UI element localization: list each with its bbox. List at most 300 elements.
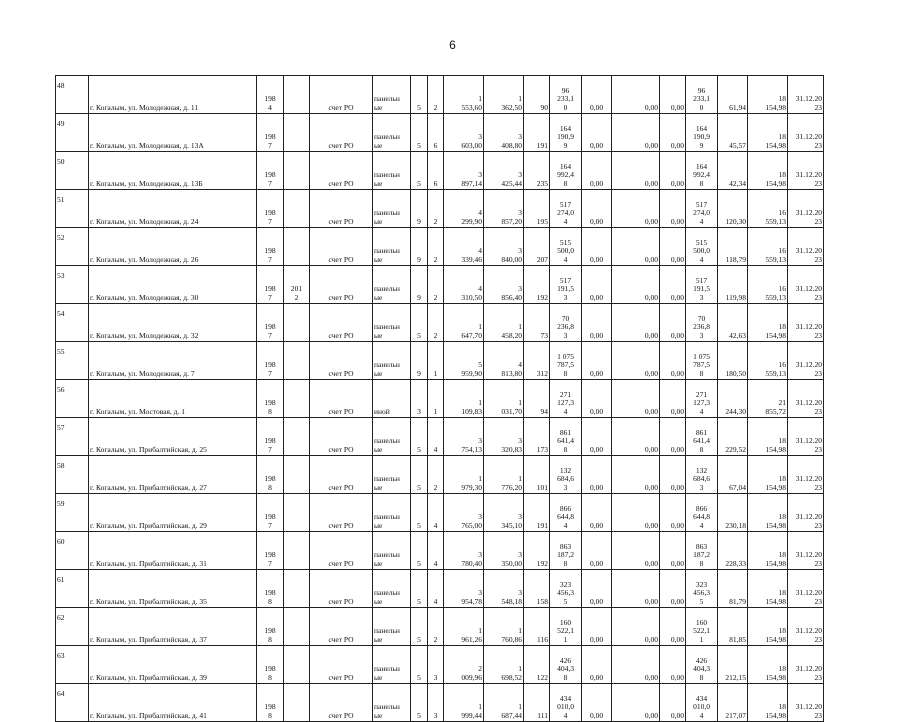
entrances-cell: 4 bbox=[428, 570, 444, 608]
floors-cell: 5 bbox=[411, 76, 428, 114]
cost-owner-cell: 271 127,3 4 bbox=[686, 380, 718, 418]
cost-other-cell: 0,00 bbox=[660, 76, 686, 114]
cost-other-cell: 0,00 bbox=[660, 114, 686, 152]
cost-total-cell: 132 684,6 3 bbox=[550, 456, 582, 494]
address-cell: г. Когалым, ул. Молодежная, д. 11 bbox=[89, 76, 257, 114]
limit-cost-cell: 18 154,98 bbox=[748, 532, 788, 570]
residents-cell: 195 bbox=[524, 190, 550, 228]
cost-total-cell: 323 456,3 5 bbox=[550, 570, 582, 608]
deadline-cell: 31.12.20 23 bbox=[788, 190, 824, 228]
cost-budget-cell: 0,00 bbox=[612, 152, 660, 190]
unit-cost-cell: 81,85 bbox=[718, 608, 748, 646]
cost-other-cell: 0,00 bbox=[660, 342, 686, 380]
cost-owner-cell: 517 274,0 4 bbox=[686, 190, 718, 228]
build-year-cell: 198 8 bbox=[257, 570, 284, 608]
limit-cost-cell: 18 154,98 bbox=[748, 684, 788, 722]
unit-cost-cell: 217,07 bbox=[718, 684, 748, 722]
cost-total-cell: 426 404,3 8 bbox=[550, 646, 582, 684]
cost-other-cell: 0,00 bbox=[660, 266, 686, 304]
cost-fund-cell: 0,00 bbox=[582, 418, 612, 456]
wall-material-cell: панельн ые bbox=[373, 456, 411, 494]
cost-fund-cell: 0,00 bbox=[582, 570, 612, 608]
cost-owner-cell: 164 190,9 9 bbox=[686, 114, 718, 152]
unit-cost-cell: 244,30 bbox=[718, 380, 748, 418]
unit-cost-cell: 212,15 bbox=[718, 646, 748, 684]
cost-total-cell: 1 075 787,5 8 bbox=[550, 342, 582, 380]
build-year-cell: 198 8 bbox=[257, 684, 284, 722]
cost-fund-cell: 0,00 bbox=[582, 266, 612, 304]
deadline-cell: 31.12.20 23 bbox=[788, 266, 824, 304]
deadline-cell: 31.12.20 23 bbox=[788, 342, 824, 380]
residents-cell: 122 bbox=[524, 646, 550, 684]
living-area-cell: 3 345,10 bbox=[484, 494, 524, 532]
limit-cost-cell: 18 154,98 bbox=[748, 570, 788, 608]
cost-fund-cell: 0,00 bbox=[582, 190, 612, 228]
cost-budget-cell: 0,00 bbox=[612, 456, 660, 494]
fund-method-cell: счет РО bbox=[310, 608, 373, 646]
fund-method-cell: счет РО bbox=[310, 304, 373, 342]
cost-fund-cell: 0,00 bbox=[582, 456, 612, 494]
build-year-cell: 198 7 bbox=[257, 152, 284, 190]
limit-cost-cell: 18 154,98 bbox=[748, 418, 788, 456]
total-area-cell: 3 954,78 bbox=[444, 570, 484, 608]
cost-other-cell: 0,00 bbox=[660, 418, 686, 456]
reconstruction-year-cell bbox=[284, 380, 310, 418]
build-year-cell: 198 7 bbox=[257, 342, 284, 380]
page-number: 6 bbox=[449, 38, 456, 52]
unit-cost-cell: 228,33 bbox=[718, 532, 748, 570]
living-area-cell: 1 687,44 bbox=[484, 684, 524, 722]
residents-cell: 111 bbox=[524, 684, 550, 722]
floors-cell: 5 bbox=[411, 418, 428, 456]
wall-material-cell: панельн ые bbox=[373, 684, 411, 722]
cost-fund-cell: 0,00 bbox=[582, 114, 612, 152]
cost-total-cell: 517 191,5 3 bbox=[550, 266, 582, 304]
residents-cell: 173 bbox=[524, 418, 550, 456]
build-year-cell: 198 7 bbox=[257, 266, 284, 304]
unit-cost-cell: 229,52 bbox=[718, 418, 748, 456]
fund-method-cell: счет РО bbox=[310, 76, 373, 114]
cost-fund-cell: 0,00 bbox=[582, 380, 612, 418]
cost-fund-cell: 0,00 bbox=[582, 494, 612, 532]
table-row bbox=[56, 570, 850, 608]
cost-owner-cell: 164 992,4 8 bbox=[686, 152, 718, 190]
row-number: 48 bbox=[56, 76, 89, 114]
floors-cell: 5 bbox=[411, 532, 428, 570]
limit-cost-cell: 18 154,98 bbox=[748, 646, 788, 684]
address-cell: г. Когалым, ул. Молодежная, д. 7 bbox=[89, 342, 257, 380]
floors-cell: 5 bbox=[411, 570, 428, 608]
entrances-cell: 3 bbox=[428, 646, 444, 684]
living-area-cell: 1 031,70 bbox=[484, 380, 524, 418]
wall-material-cell: иной bbox=[373, 380, 411, 418]
address-cell: г. Когалым, ул. Молодежная, д. 26 bbox=[89, 228, 257, 266]
row-number: 53 bbox=[56, 266, 89, 304]
floors-cell: 5 bbox=[411, 494, 428, 532]
cost-budget-cell: 0,00 bbox=[612, 228, 660, 266]
row-number: 52 bbox=[56, 228, 89, 266]
total-area-cell: 2 009,96 bbox=[444, 646, 484, 684]
cost-fund-cell: 0,00 bbox=[582, 76, 612, 114]
row-number: 62 bbox=[56, 608, 89, 646]
total-area-cell: 3 897,14 bbox=[444, 152, 484, 190]
total-area-cell: 5 959,90 bbox=[444, 342, 484, 380]
wall-material-cell: панельн ые bbox=[373, 266, 411, 304]
cost-budget-cell: 0,00 bbox=[612, 646, 660, 684]
wall-material-cell: панельн ые bbox=[373, 418, 411, 456]
cost-other-cell: 0,00 bbox=[660, 570, 686, 608]
total-area-cell: 4 299,90 bbox=[444, 190, 484, 228]
cost-total-cell: 164 190,9 9 bbox=[550, 114, 582, 152]
row-number: 50 bbox=[56, 152, 89, 190]
floors-cell: 5 bbox=[411, 304, 428, 342]
floors-cell: 5 bbox=[411, 456, 428, 494]
residents-cell: 207 bbox=[524, 228, 550, 266]
residents-cell: 191 bbox=[524, 494, 550, 532]
deadline-cell: 31.12.20 23 bbox=[788, 380, 824, 418]
fund-method-cell: счет РО bbox=[310, 342, 373, 380]
build-year-cell: 198 7 bbox=[257, 304, 284, 342]
cost-owner-cell: 70 236,8 3 bbox=[686, 304, 718, 342]
limit-cost-cell: 18 154,98 bbox=[748, 76, 788, 114]
wall-material-cell: панельн ые bbox=[373, 114, 411, 152]
reconstruction-year-cell bbox=[284, 494, 310, 532]
cost-fund-cell: 0,00 bbox=[582, 152, 612, 190]
fund-method-cell: счет РО bbox=[310, 494, 373, 532]
address-cell: г. Когалым, ул. Прибалтийская, д. 29 bbox=[89, 494, 257, 532]
address-cell: г. Когалым, ул. Молодежная, д. 13Б bbox=[89, 152, 257, 190]
residents-cell: 158 bbox=[524, 570, 550, 608]
cost-budget-cell: 0,00 bbox=[612, 266, 660, 304]
unit-cost-cell: 180,50 bbox=[718, 342, 748, 380]
living-area-cell: 3 350,00 bbox=[484, 532, 524, 570]
deadline-cell: 31.12.20 23 bbox=[788, 456, 824, 494]
cost-other-cell: 0,00 bbox=[660, 494, 686, 532]
cost-budget-cell: 0,00 bbox=[612, 608, 660, 646]
living-area-cell: 1 458,20 bbox=[484, 304, 524, 342]
cost-other-cell: 0,00 bbox=[660, 190, 686, 228]
limit-cost-cell: 16 559,13 bbox=[748, 266, 788, 304]
cost-other-cell: 0,00 bbox=[660, 380, 686, 418]
table-row bbox=[56, 684, 850, 722]
reconstruction-year-cell bbox=[284, 228, 310, 266]
wall-material-cell: панельн ые bbox=[373, 646, 411, 684]
total-area-cell: 4 339,46 bbox=[444, 228, 484, 266]
entrances-cell: 4 bbox=[428, 418, 444, 456]
unit-cost-cell: 45,57 bbox=[718, 114, 748, 152]
limit-cost-cell: 18 154,98 bbox=[748, 114, 788, 152]
reconstruction-year-cell bbox=[284, 342, 310, 380]
table-row bbox=[56, 532, 850, 570]
floors-cell: 5 bbox=[411, 152, 428, 190]
floors-cell: 9 bbox=[411, 342, 428, 380]
cost-other-cell: 0,00 bbox=[660, 684, 686, 722]
address-cell: г. Когалым, ул. Молодежная, д. 30 bbox=[89, 266, 257, 304]
deadline-cell: 31.12.20 23 bbox=[788, 228, 824, 266]
reconstruction-year-cell bbox=[284, 456, 310, 494]
cost-owner-cell: 861 641,4 8 bbox=[686, 418, 718, 456]
residents-cell: 101 bbox=[524, 456, 550, 494]
living-area-cell: 1 760,86 bbox=[484, 608, 524, 646]
cost-fund-cell: 0,00 bbox=[582, 532, 612, 570]
total-area-cell: 1 999,44 bbox=[444, 684, 484, 722]
residents-cell: 192 bbox=[524, 532, 550, 570]
row-number: 60 bbox=[56, 532, 89, 570]
wall-material-cell: панельн ые bbox=[373, 152, 411, 190]
wall-material-cell: панельн ые bbox=[373, 228, 411, 266]
total-area-cell: 3 603,00 bbox=[444, 114, 484, 152]
entrances-cell: 2 bbox=[428, 76, 444, 114]
unit-cost-cell: 81,79 bbox=[718, 570, 748, 608]
cost-fund-cell: 0,00 bbox=[582, 304, 612, 342]
row-number: 59 bbox=[56, 494, 89, 532]
fund-method-cell: счет РО bbox=[310, 228, 373, 266]
wall-material-cell: панельн ые bbox=[373, 532, 411, 570]
residents-cell: 116 bbox=[524, 608, 550, 646]
cost-other-cell: 0,00 bbox=[660, 152, 686, 190]
cost-total-cell: 861 641,4 8 bbox=[550, 418, 582, 456]
entrances-cell: 4 bbox=[428, 532, 444, 570]
floors-cell: 9 bbox=[411, 228, 428, 266]
deadline-cell: 31.12.20 23 bbox=[788, 418, 824, 456]
row-number: 54 bbox=[56, 304, 89, 342]
fund-method-cell: счет РО bbox=[310, 570, 373, 608]
unit-cost-cell: 118,79 bbox=[718, 228, 748, 266]
fund-method-cell: счет РО bbox=[310, 266, 373, 304]
cost-fund-cell: 0,00 bbox=[582, 684, 612, 722]
unit-cost-cell: 67,04 bbox=[718, 456, 748, 494]
limit-cost-cell: 21 855,72 bbox=[748, 380, 788, 418]
wall-material-cell: панельн ые bbox=[373, 494, 411, 532]
cost-budget-cell: 0,00 bbox=[612, 418, 660, 456]
cost-budget-cell: 0,00 bbox=[612, 380, 660, 418]
table-row bbox=[56, 456, 850, 494]
build-year-cell: 198 7 bbox=[257, 494, 284, 532]
table-row bbox=[56, 114, 850, 152]
fund-method-cell: счет РО bbox=[310, 646, 373, 684]
address-cell: г. Когалым, ул. Прибалтийская, д. 37 bbox=[89, 608, 257, 646]
entrances-cell: 1 bbox=[428, 342, 444, 380]
cost-budget-cell: 0,00 bbox=[612, 190, 660, 228]
total-area-cell: 1 979,30 bbox=[444, 456, 484, 494]
cost-total-cell: 866 644,8 4 bbox=[550, 494, 582, 532]
entrances-cell: 2 bbox=[428, 608, 444, 646]
cost-owner-cell: 132 684,6 3 bbox=[686, 456, 718, 494]
fund-method-cell: счет РО bbox=[310, 684, 373, 722]
reconstruction-year-cell bbox=[284, 190, 310, 228]
address-cell: г. Когалым, ул. Прибалтийская, д. 25 bbox=[89, 418, 257, 456]
build-year-cell: 198 7 bbox=[257, 114, 284, 152]
total-area-cell: 1 109,83 bbox=[444, 380, 484, 418]
floors-cell: 5 bbox=[411, 114, 428, 152]
build-year-cell: 198 8 bbox=[257, 456, 284, 494]
cost-other-cell: 0,00 bbox=[660, 646, 686, 684]
total-area-cell: 1 961,26 bbox=[444, 608, 484, 646]
deadline-cell: 31.12.20 23 bbox=[788, 646, 824, 684]
cost-total-cell: 160 522,1 1 bbox=[550, 608, 582, 646]
entrances-cell: 2 bbox=[428, 266, 444, 304]
address-cell: г. Когалым, ул. Прибалтийская, д. 27 bbox=[89, 456, 257, 494]
living-area-cell: 3 857,20 bbox=[484, 190, 524, 228]
reconstruction-year-cell bbox=[284, 532, 310, 570]
reconstruction-year-cell bbox=[284, 418, 310, 456]
cost-owner-cell: 863 187,2 8 bbox=[686, 532, 718, 570]
living-area-cell: 3 425,44 bbox=[484, 152, 524, 190]
cost-budget-cell: 0,00 bbox=[612, 570, 660, 608]
living-area-cell: 3 408,80 bbox=[484, 114, 524, 152]
unit-cost-cell: 119,98 bbox=[718, 266, 748, 304]
living-area-cell: 1 698,52 bbox=[484, 646, 524, 684]
fund-method-cell: счет РО bbox=[310, 152, 373, 190]
table-row bbox=[56, 418, 850, 456]
reconstruction-year-cell bbox=[284, 684, 310, 722]
cost-total-cell: 70 236,8 3 bbox=[550, 304, 582, 342]
living-area-cell: 3 548,18 bbox=[484, 570, 524, 608]
residents-cell: 191 bbox=[524, 114, 550, 152]
build-year-cell: 198 7 bbox=[257, 418, 284, 456]
floors-cell: 5 bbox=[411, 608, 428, 646]
row-number: 55 bbox=[56, 342, 89, 380]
wall-material-cell: панельн ые bbox=[373, 76, 411, 114]
address-cell: г. Когалым, ул. Прибалтийская, д. 35 bbox=[89, 570, 257, 608]
row-number: 64 bbox=[56, 684, 89, 722]
unit-cost-cell: 120,30 bbox=[718, 190, 748, 228]
limit-cost-cell: 18 154,98 bbox=[748, 304, 788, 342]
reconstruction-year-cell bbox=[284, 76, 310, 114]
cost-budget-cell: 0,00 bbox=[612, 532, 660, 570]
cost-total-cell: 164 992,4 8 bbox=[550, 152, 582, 190]
cost-fund-cell: 0,00 bbox=[582, 646, 612, 684]
table-row bbox=[56, 494, 850, 532]
build-year-cell: 198 4 bbox=[257, 76, 284, 114]
total-area-cell: 1 647,70 bbox=[444, 304, 484, 342]
wall-material-cell: панельн ые bbox=[373, 304, 411, 342]
entrances-cell: 2 bbox=[428, 304, 444, 342]
reconstruction-year-cell bbox=[284, 304, 310, 342]
floors-cell: 9 bbox=[411, 190, 428, 228]
fund-method-cell: счет РО bbox=[310, 190, 373, 228]
deadline-cell: 31.12.20 23 bbox=[788, 114, 824, 152]
cost-other-cell: 0,00 bbox=[660, 304, 686, 342]
cost-budget-cell: 0,00 bbox=[612, 342, 660, 380]
deadline-cell: 31.12.20 23 bbox=[788, 494, 824, 532]
deadline-cell: 31.12.20 23 bbox=[788, 152, 824, 190]
row-number: 51 bbox=[56, 190, 89, 228]
fund-method-cell: счет РО bbox=[310, 380, 373, 418]
living-area-cell: 3 320,83 bbox=[484, 418, 524, 456]
fund-method-cell: счет РО bbox=[310, 418, 373, 456]
cost-total-cell: 96 233,1 0 bbox=[550, 76, 582, 114]
build-year-cell: 198 8 bbox=[257, 380, 284, 418]
total-area-cell: 1 553,60 bbox=[444, 76, 484, 114]
limit-cost-cell: 16 559,13 bbox=[748, 342, 788, 380]
cost-budget-cell: 0,00 bbox=[612, 76, 660, 114]
row-number: 63 bbox=[56, 646, 89, 684]
row-number: 58 bbox=[56, 456, 89, 494]
address-cell: г. Когалым, ул. Молодежная, д. 24 bbox=[89, 190, 257, 228]
reconstruction-year-cell bbox=[284, 646, 310, 684]
total-area-cell: 3 780,40 bbox=[444, 532, 484, 570]
build-year-cell: 198 8 bbox=[257, 608, 284, 646]
residents-cell: 192 bbox=[524, 266, 550, 304]
build-year-cell: 198 7 bbox=[257, 228, 284, 266]
address-cell: г. Когалым, ул. Молодежная, д. 32 bbox=[89, 304, 257, 342]
residents-cell: 73 bbox=[524, 304, 550, 342]
cost-other-cell: 0,00 bbox=[660, 456, 686, 494]
address-cell: г. Когалым, ул. Прибалтийская, д. 41 bbox=[89, 684, 257, 722]
table-row bbox=[56, 152, 850, 190]
cost-owner-cell: 1 075 787,5 8 bbox=[686, 342, 718, 380]
table-row bbox=[56, 380, 850, 418]
unit-cost-cell: 42,63 bbox=[718, 304, 748, 342]
table-row bbox=[56, 266, 850, 304]
cost-budget-cell: 0,00 bbox=[612, 304, 660, 342]
living-area-cell: 3 840,00 bbox=[484, 228, 524, 266]
cost-owner-cell: 434 010,0 4 bbox=[686, 684, 718, 722]
limit-cost-cell: 18 154,98 bbox=[748, 494, 788, 532]
reconstruction-year-cell: 201 2 bbox=[284, 266, 310, 304]
cost-owner-cell: 515 500,0 4 bbox=[686, 228, 718, 266]
address-cell: г. Когалым, ул. Мостовая, д. 1 bbox=[89, 380, 257, 418]
reconstruction-year-cell bbox=[284, 152, 310, 190]
table-row bbox=[56, 342, 850, 380]
row-number: 57 bbox=[56, 418, 89, 456]
fund-method-cell: счет РО bbox=[310, 532, 373, 570]
cost-total-cell: 434 010,0 4 bbox=[550, 684, 582, 722]
total-area-cell: 3 754,13 bbox=[444, 418, 484, 456]
cost-budget-cell: 0,00 bbox=[612, 684, 660, 722]
deadline-cell: 31.12.20 23 bbox=[788, 570, 824, 608]
limit-cost-cell: 18 154,98 bbox=[748, 608, 788, 646]
fund-method-cell: счет РО bbox=[310, 456, 373, 494]
entrances-cell: 6 bbox=[428, 152, 444, 190]
entrances-cell: 2 bbox=[428, 456, 444, 494]
limit-cost-cell: 18 154,98 bbox=[748, 152, 788, 190]
deadline-cell: 31.12.20 23 bbox=[788, 532, 824, 570]
row-number: 49 bbox=[56, 114, 89, 152]
table-row bbox=[56, 76, 850, 114]
unit-cost-cell: 42,34 bbox=[718, 152, 748, 190]
wall-material-cell: панельн ые bbox=[373, 190, 411, 228]
build-year-cell: 198 8 bbox=[257, 646, 284, 684]
living-area-cell: 1 776,20 bbox=[484, 456, 524, 494]
cost-total-cell: 863 187,2 8 bbox=[550, 532, 582, 570]
total-area-cell: 3 765,00 bbox=[444, 494, 484, 532]
cost-fund-cell: 0,00 bbox=[582, 608, 612, 646]
cost-other-cell: 0,00 bbox=[660, 532, 686, 570]
wall-material-cell: панельн ые bbox=[373, 342, 411, 380]
entrances-cell: 6 bbox=[428, 114, 444, 152]
table-row bbox=[56, 228, 850, 266]
cost-total-cell: 517 274,0 4 bbox=[550, 190, 582, 228]
cost-owner-cell: 517 191,5 3 bbox=[686, 266, 718, 304]
table-row bbox=[56, 646, 850, 684]
total-area-cell: 4 310,50 bbox=[444, 266, 484, 304]
cost-fund-cell: 0,00 bbox=[582, 228, 612, 266]
entrances-cell: 2 bbox=[428, 190, 444, 228]
cost-budget-cell: 0,00 bbox=[612, 114, 660, 152]
unit-cost-cell: 230,18 bbox=[718, 494, 748, 532]
living-area-cell: 1 362,50 bbox=[484, 76, 524, 114]
limit-cost-cell: 16 559,13 bbox=[748, 190, 788, 228]
cost-owner-cell: 160 522,1 1 bbox=[686, 608, 718, 646]
unit-cost-cell: 61,94 bbox=[718, 76, 748, 114]
cost-total-cell: 515 500,0 4 bbox=[550, 228, 582, 266]
address-cell: г. Когалым, ул. Прибалтийская, д. 31 bbox=[89, 532, 257, 570]
floors-cell: 5 bbox=[411, 646, 428, 684]
residents-cell: 235 bbox=[524, 152, 550, 190]
deadline-cell: 31.12.20 23 bbox=[788, 684, 824, 722]
